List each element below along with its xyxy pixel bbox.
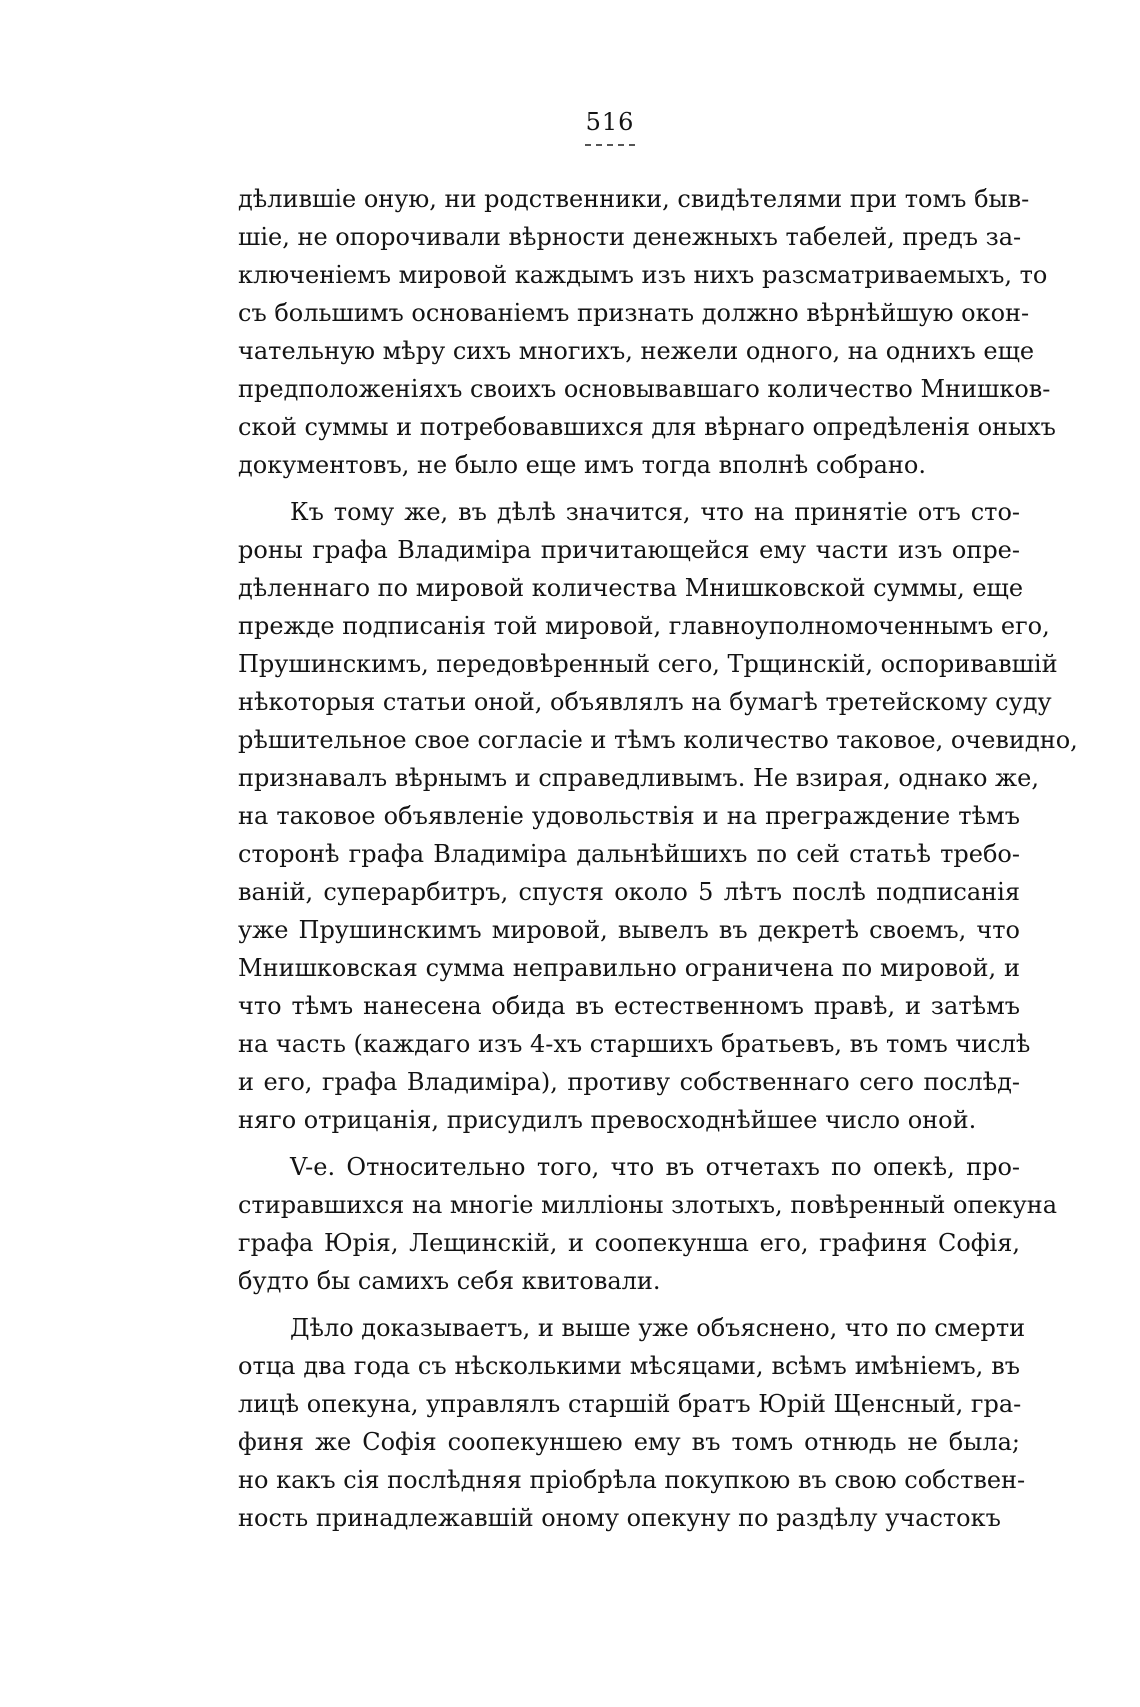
paragraph (238, 1148, 1058, 1300)
text-line: предположеніяхъ своихъ основывавшаго количество Мнишков- (238, 375, 1051, 403)
text-line: документовъ, не было еще имъ тогда вполнѣ собрано. (238, 451, 926, 479)
text-line: съ большимъ основаніемъ признать должно вѣрнѣйшую окон- (238, 299, 1030, 327)
text-line: Прушинскимъ, передовѣренный сего, Трщинскій, оспоривавшій (238, 650, 1058, 678)
body-text (238, 180, 1078, 1537)
text-line: няго отрицанія, присудилъ превосходнѣйшее число оной. (238, 1106, 977, 1134)
text-line: Дѣло доказываетъ, и выше уже объяснено, что по смерти (290, 1314, 1026, 1342)
text-line: будто бы самихъ себя квитовали. (238, 1267, 661, 1295)
text-line: отца два года съ нѣсколькими мѣсяцами, всѣмъ имѣніемъ, въ (238, 1352, 1020, 1380)
text-line: чательную мѣру сихъ многихъ, нежели одного, на однихъ еще (238, 337, 1035, 365)
text-line: на таковое объявленіе удовольствія и на преграждение тѣмъ (238, 802, 1020, 830)
paragraph (238, 180, 1056, 484)
text-line: и его, графа Владиміра), противу собственнаго сего послѣд- (238, 1068, 1020, 1096)
text-line: лицѣ опекуна, управлялъ старшій братъ Юрій Щенсный, гра- (238, 1390, 1022, 1418)
text-line: дѣленнаго по мировой количества Мнишковской суммы, еще (238, 574, 1024, 602)
text-line: прежде подписанія той мировой, главноуполномоченнымъ его, (238, 612, 1050, 640)
text-line: ность принадлежавшій оному опекуну по раздѣлу участокъ (238, 1504, 1001, 1532)
text-line: признавалъ вѣрнымъ и справедливымъ. Не взирая, однако же, (238, 764, 1039, 792)
text-line: рѣшительное свое согласіе и тѣмъ количество таковое, очевидно, (238, 726, 1078, 754)
text-line: ской суммы и потребовавшихся для вѣрнаго опредѣленія оныхъ (238, 413, 1056, 441)
text-line: ключеніемъ мировой каждымъ изъ нихъ разсматриваемыхъ, то (238, 261, 1048, 289)
paragraph (238, 1309, 1026, 1537)
text-line: шіе, не опорочивали вѣрности денежныхъ табелей, предъ за- (238, 223, 1022, 251)
paragraph (238, 493, 1078, 1139)
text-line: нѣкоторыя статьи оной, объявлялъ на бумагѣ третейскому суду (238, 688, 1052, 716)
page-number: 516 (585, 108, 635, 136)
text-line: что тѣмъ нанесена обида въ естественномъ правѣ, и затѣмъ (238, 992, 1020, 1020)
paragraph-gap (238, 484, 1020, 493)
text-line: дѣлившіе оную, ни родственники, свидѣтелями при томъ быв- (238, 185, 1030, 213)
text-line: графа Юрія, Лещинскій, и соопекунша его, графиня Софія, (238, 1229, 1020, 1257)
text-line: но какъ сія послѣдняя пріобрѣла покупкою въ свою собствен- (238, 1466, 1026, 1494)
text-line: сторонѣ графа Владиміра дальнѣйшихъ по сей статьѣ требо- (238, 840, 1020, 868)
text-line: ваній, суперарбитръ, спустя около 5 лѣтъ послѣ подписанія (238, 878, 1020, 906)
paragraph-gap (238, 1300, 1020, 1309)
text-line: уже Прушинскимъ мировой, вывелъ въ декретѣ своемъ, что (238, 916, 1020, 944)
paragraph-gap (238, 1139, 1020, 1148)
text-line: Мнишковская сумма неправильно ограничена по мировой, и (238, 954, 1020, 982)
text-line: стиравшихся на многіе милліоны злотыхъ, повѣренный опекуна (238, 1191, 1058, 1219)
text-line: финя же Софія соопекуншею ему въ томъ отнюдь не была; (238, 1428, 1020, 1456)
text-line: роны графа Владиміра причитающейся ему части изъ опре- (238, 536, 1020, 564)
text-line: на часть (каждаго изъ 4-хъ старшихъ братьевъ, въ томъ числѣ (238, 1030, 1031, 1058)
page-number-rule (585, 144, 635, 146)
text-line: V-е. Относительно того, что въ отчетахъ по опекѣ, про- (290, 1153, 1020, 1181)
text-line: Къ тому же, въ дѣлѣ значится, что на принятіе отъ сто- (290, 498, 1020, 526)
